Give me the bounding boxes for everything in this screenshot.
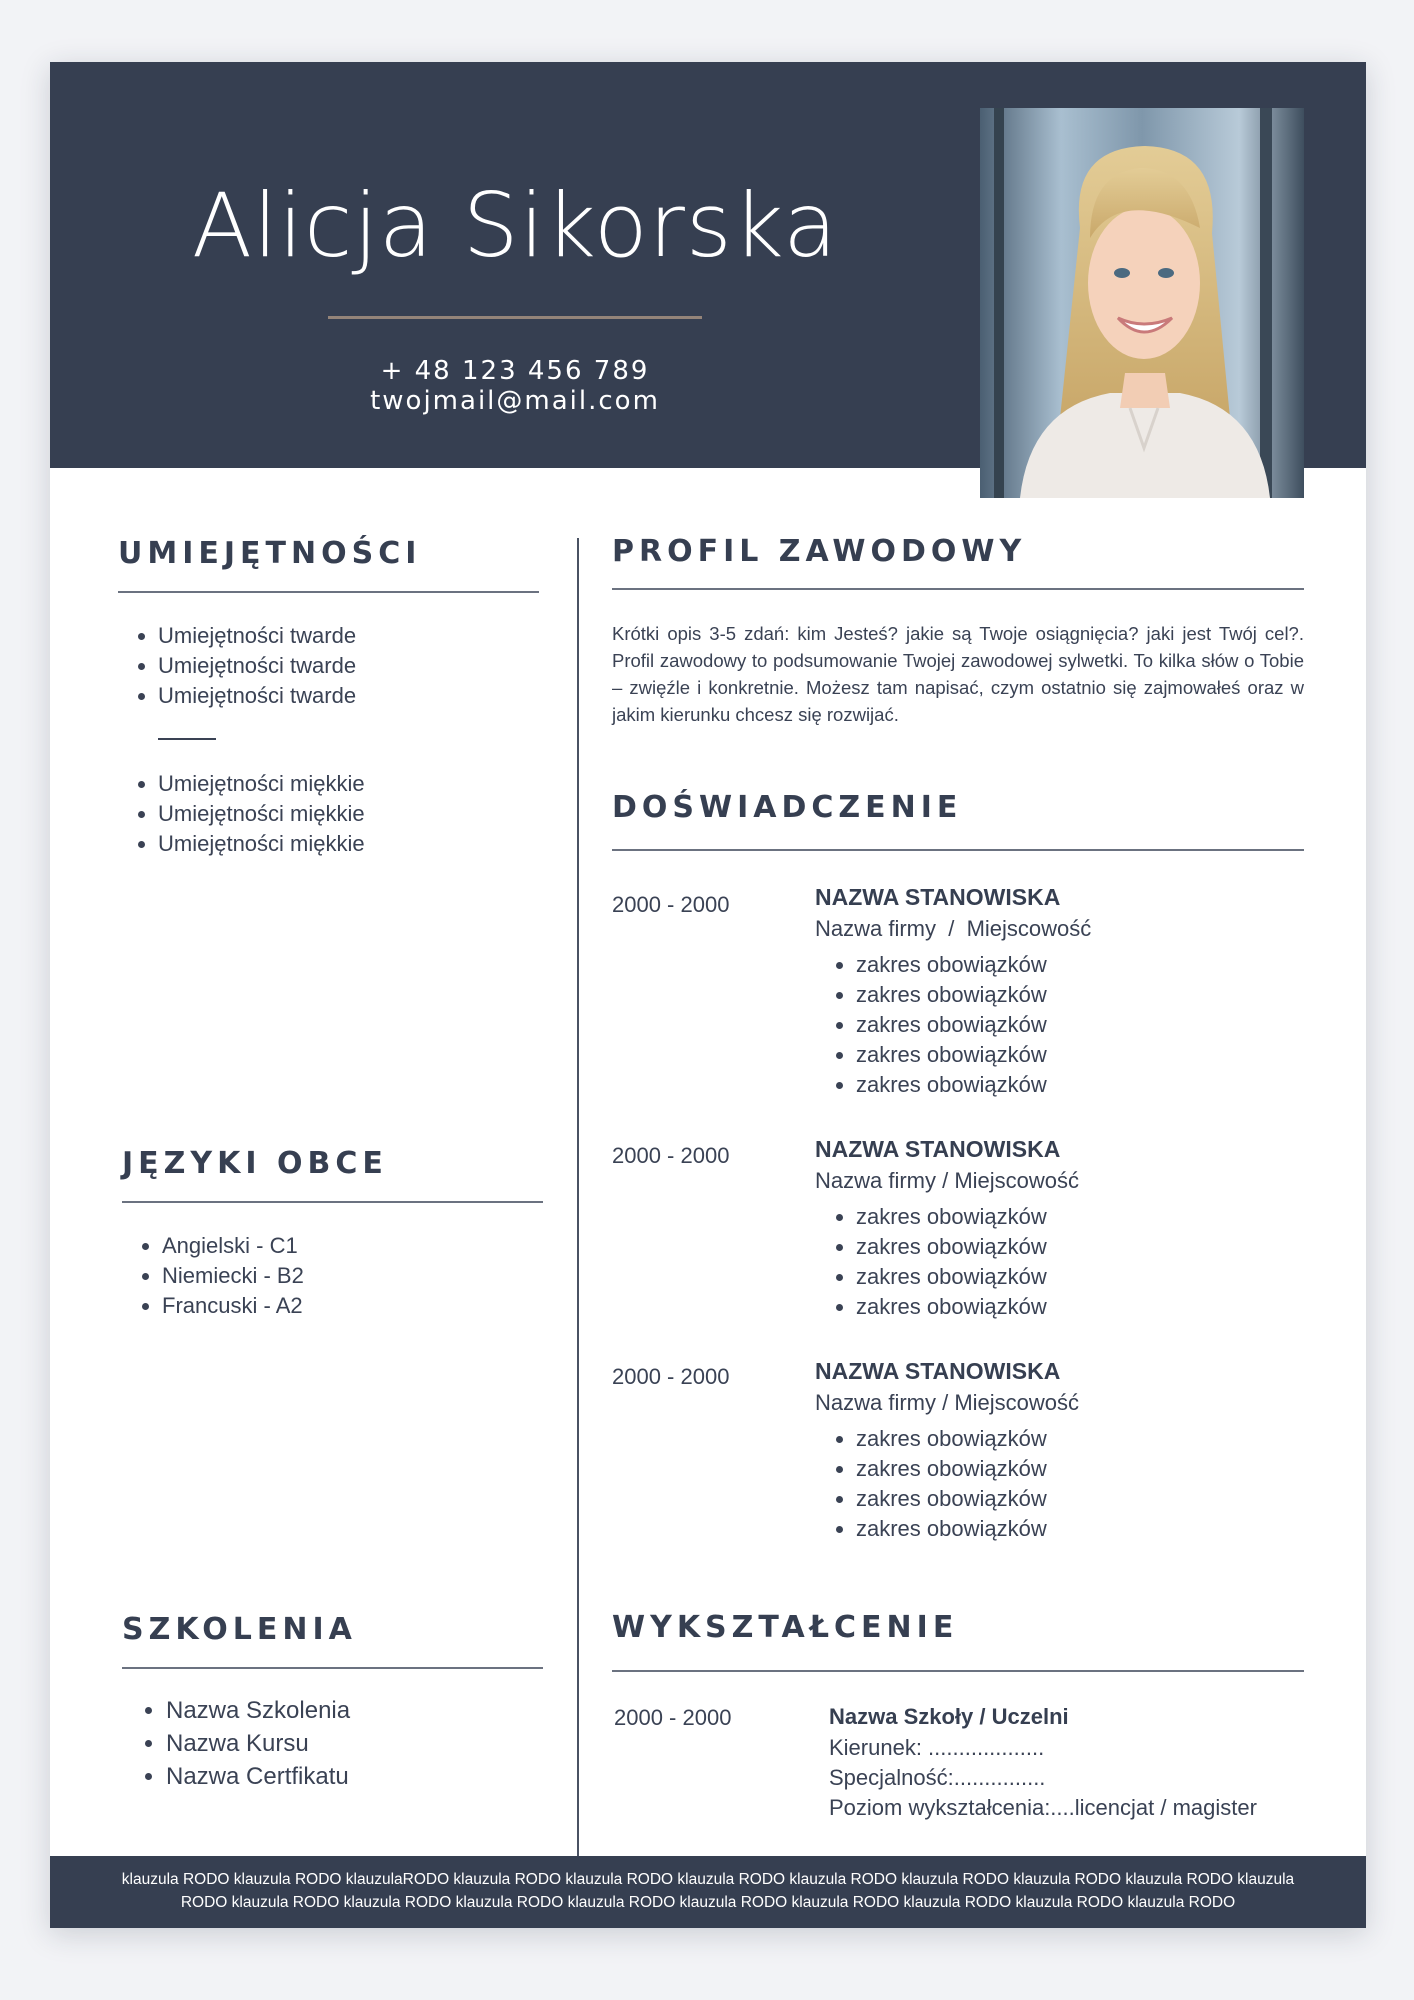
education-heading: WYKSZTAŁCENIE bbox=[612, 1610, 959, 1645]
job-position: NAZWA STANOWISKA bbox=[815, 1136, 1061, 1162]
trainings-list bbox=[132, 1694, 350, 1793]
list-item: • Umiejętności twarde bbox=[158, 621, 356, 651]
hard-skills-list bbox=[124, 621, 356, 711]
list-item: • zakres obowiązków bbox=[856, 950, 1047, 980]
list-item: • zakres obowiązków bbox=[856, 1514, 1047, 1544]
education-rule bbox=[612, 1670, 1304, 1672]
job-duties-list bbox=[822, 1202, 1047, 1322]
list-item: • Francuski - A2 bbox=[162, 1291, 304, 1321]
job-company: Nazwa firmy / Miejscowość bbox=[815, 1168, 1080, 1193]
list-item: • zakres obowiązków bbox=[856, 1484, 1047, 1514]
phone-number: + 48 123 456 789 bbox=[380, 356, 650, 386]
candidate-name: Alicja Sikorska bbox=[191, 174, 839, 277]
list-item: • zakres obowiązków bbox=[856, 1232, 1047, 1262]
job-company: Nazwa firmy / Miejscowość bbox=[815, 1390, 1080, 1415]
list-item: • Nazwa Szkolenia bbox=[166, 1694, 350, 1727]
job-duties-list bbox=[822, 950, 1047, 1100]
experience-rule bbox=[612, 849, 1304, 851]
list-item: • zakres obowiązków bbox=[856, 1070, 1047, 1100]
job-dates: 2000 - 2000 bbox=[612, 892, 730, 917]
languages-rule bbox=[122, 1201, 543, 1203]
list-item: • zakres obowiązków bbox=[856, 1454, 1047, 1484]
list-item: • zakres obowiązków bbox=[856, 1262, 1047, 1292]
gdpr-clause-footer: klauzula RODO klauzula RODO klauzulaRODO klauzula RODO klauzula RODO klauzula RODO klauzula RODO klauzula RODO klauzula RODO klauzula RODO klauzula RODO klauzula RODO klauzula RODO klauzula RODO klauzula RODO klauzula RODO klauzula RODO klauzula RODO klauzula RODO klauzula RODO bbox=[50, 1856, 1366, 1928]
list-item: • zakres obowiązków bbox=[856, 980, 1047, 1010]
list-item: • zakres obowiązków bbox=[856, 1292, 1047, 1322]
list-item: • Nazwa Kursu bbox=[166, 1727, 350, 1760]
job-dates: 2000 - 2000 bbox=[612, 1364, 730, 1389]
school-name: Nazwa Szkoły / Uczelni bbox=[829, 1704, 1069, 1729]
trainings-rule bbox=[122, 1667, 543, 1669]
name-underline bbox=[328, 316, 702, 319]
education-specialty: Specjalność:............... bbox=[829, 1765, 1046, 1790]
trainings-heading: SZKOLENIA bbox=[122, 1612, 357, 1647]
job-duties-list bbox=[822, 1424, 1047, 1544]
list-item: • Umiejętności twarde bbox=[158, 681, 356, 711]
list-item: • Umiejętności miękkie bbox=[158, 769, 365, 799]
resume-page bbox=[50, 62, 1366, 1928]
education-field: Kierunek: ................... bbox=[829, 1735, 1045, 1760]
list-item: • zakres obowiązków bbox=[856, 1202, 1047, 1232]
list-item: • zakres obowiązków bbox=[856, 1010, 1047, 1040]
job-company: Nazwa firmy / Miejscowość bbox=[815, 916, 1092, 941]
languages-list bbox=[128, 1231, 304, 1321]
list-item: • Nazwa Certfikatu bbox=[166, 1760, 350, 1793]
profile-summary: Krótki opis 3-5 zdań: kim Jesteś? jakie są Twoje osiągnięcia? jaki jest Twój cel?. Profil zawodowy to podsumowanie Twojej zawodowej sylwetki. To kilka słów o Tobie – zwięźle i konkretnie. Możesz tam napisać, czym ostatnio się zajmowałeś oraz w jakim kierunku chcesz się rozwijać. bbox=[612, 623, 1304, 725]
languages-heading: JĘZYKI OBCE bbox=[122, 1146, 388, 1181]
job-position: NAZWA STANOWISKA bbox=[815, 1358, 1061, 1384]
soft-skills-list bbox=[124, 769, 365, 859]
column-divider bbox=[577, 538, 579, 1868]
job-position: NAZWA STANOWISKA bbox=[815, 884, 1061, 910]
profile-rule bbox=[612, 588, 1304, 590]
list-item: • zakres obowiązków bbox=[856, 1424, 1047, 1454]
education-level: Poziom wykształcenia:....licencjat / magister bbox=[829, 1795, 1257, 1820]
skills-separator bbox=[158, 738, 216, 740]
list-item: • Umiejętności miękkie bbox=[158, 829, 365, 859]
list-item: • Umiejętności miękkie bbox=[158, 799, 365, 829]
job-dates: 2000 - 2000 bbox=[612, 1143, 730, 1168]
skills-heading: UMIEJĘTNOŚCI bbox=[118, 536, 422, 571]
profile-heading: PROFIL ZAWODOWY bbox=[612, 534, 1027, 569]
list-item: • Niemiecki - B2 bbox=[162, 1261, 304, 1291]
profile-photo bbox=[980, 108, 1304, 498]
list-item: • Angielski - C1 bbox=[162, 1231, 304, 1261]
education-dates: 2000 - 2000 bbox=[614, 1705, 732, 1730]
list-item: • zakres obowiązków bbox=[856, 1040, 1047, 1070]
skills-rule bbox=[118, 591, 539, 593]
experience-heading: DOŚWIADCZENIE bbox=[612, 790, 963, 825]
email-address: twojmail@mail.com bbox=[370, 386, 660, 416]
list-item: • Umiejętności twarde bbox=[158, 651, 356, 681]
